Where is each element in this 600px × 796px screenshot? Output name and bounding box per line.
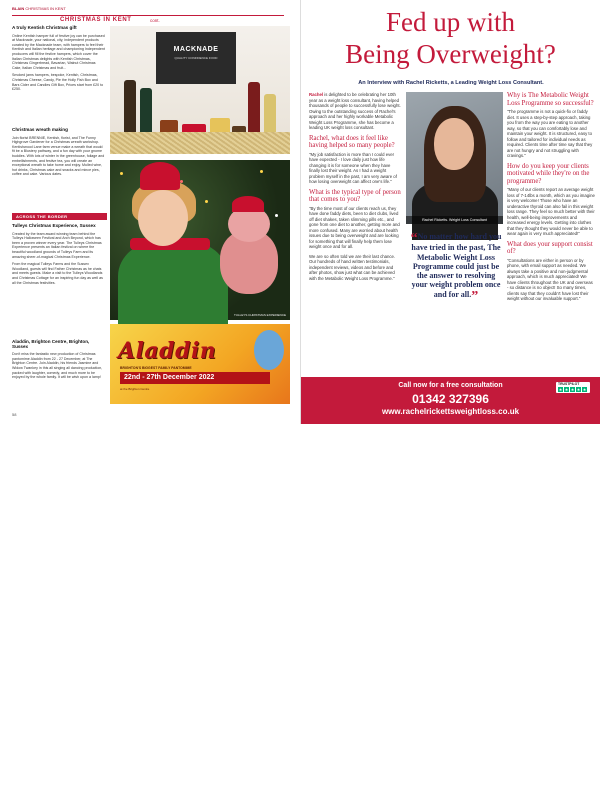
across-the-border-banner <box>12 213 107 220</box>
interview-question: What does your support consist of? <box>507 240 593 255</box>
footer-phone-number[interactable]: 01342 327396 <box>412 392 489 406</box>
interview-question: What is the typical type of person that comes to you? <box>309 188 401 203</box>
aladdin-date: 22nd - 27th December 2022 <box>120 372 270 384</box>
aladdin-ad <box>110 324 290 404</box>
article-body: Don't miss the fantastic new production of Christmas pantomime Aladdin from 22 - 27 December, at The Brighton Centre. Join Aladdin, his friends Jasmine and Widow Twankey in this all singing all dancing production, packed with laughter, comedy, and much more to be enjoyed by the whole family. It will be wish upon a lamp! <box>12 352 103 380</box>
elf-hat <box>140 162 180 190</box>
interview-answer: "By the time most of our clients reach us, they have done faddy diets, been to diet clubs, lived off diet shakes, taken slimming pills etc., and gone from one diet to another, getting more and more confused. Many are worried about health issues due to being overweight and are looking for something that will finally help them lose weight once and for all. <box>309 205 400 249</box>
lead-text: is delighted to be celebrating her 10th year as a weight loss consultant, having helped thousands of people to successfully lose weight. Owing to the outstanding success of Rachel's approach and her highly workable Metabolic Weight Loss Programme, she has become a leading UK weight loss consultant. <box>309 92 401 130</box>
bottle <box>124 80 136 140</box>
tulleys-photo <box>110 160 290 320</box>
portrait-face <box>434 118 474 170</box>
headline-line-1: Fed up with <box>385 7 515 37</box>
footer-cta-bar <box>301 377 600 796</box>
hamper-photo <box>110 26 290 154</box>
aladdin-title: Aladdin <box>118 338 217 364</box>
light <box>205 200 208 203</box>
interview-question: How do you keep your clients motivated while they're on the programme? <box>507 162 590 185</box>
article-body: Created by the team award winning team behind the Tulleys Halloween Festival and Arch Beyond, which has been a proven winner every year. The Tulleys Christmas Experience presents an Italian festival on where the beautiful woodland grounds of Tulleys Farm and its amazing sheer-of-magical Christmas Experience. <box>12 231 102 259</box>
header-brand: BLAIN <box>12 6 25 11</box>
star-icon: ★ <box>570 387 575 392</box>
star-icon: ★ <box>582 387 587 392</box>
lead-name: Rachel <box>309 92 324 97</box>
hamper-straw <box>110 132 290 154</box>
article-heading: Tulleys Christmas Experience, Sussex <box>12 223 96 228</box>
interview-answer: "Consultations are either in person or by phone, with email support as needed. We always take a positive and non-judgmental approach, which is much appreciated! We have clients throughout the UK and overseas - so distance is no object! So many times, clients say that they couldn't have lost their weight without our invaluable support." <box>507 257 593 301</box>
interview-column-3 <box>507 92 595 374</box>
across-label: ACROSS THE BORDER <box>16 214 68 219</box>
photo-caption: TULLEYS CHRISTMAS EXPERIENCE <box>233 313 286 317</box>
pull-quote-text: No matter how hard you have tried in the past, The Metabolic Weight Loss Programme could just be the answer to resolving your weight problem once and for all. <box>411 232 502 299</box>
article-body: Online Kentish hamper full of festive joy can be purchased at Macknade, your national, city, independent products curated by the Macknade team, with hampers to feel their Kentish and Italian heritage and championing Independent producers will fill the festive hampers, which cover the Italian Christmas delights with Kentish Christmas, Christmas Gingerbread, Bavarian, Walnut Christmas Cake, Italian Christmas and fruit... <box>12 33 105 70</box>
headline <box>301 6 600 70</box>
star-icon: ★ <box>564 387 569 392</box>
article-heading: A truly Kentish Christmas gift <box>12 25 77 30</box>
article-tulleys <box>12 224 105 336</box>
article-aladdin <box>12 340 105 408</box>
section-title-suffix: cont. <box>150 18 160 23</box>
interview-column-1 <box>309 92 402 374</box>
open-quote-mark: “ <box>410 231 418 246</box>
teddy-bear-hat <box>232 196 264 212</box>
aladdin-subtitle: BRIGHTON'S BIGGEST FAMILY PANTOMIME <box>120 366 192 370</box>
genie-illustration <box>254 330 284 370</box>
lead-paragraph <box>309 92 402 131</box>
section-title: CHRISTMAS IN KENT <box>60 17 132 23</box>
headline-line-2: Being Overweight? <box>345 39 556 69</box>
interview-answer: "My job satisfaction is more than I could ever have expected - I love daily just how life changing it is for someone when they have finally lost their weight. As I had a weight problem myself in the past, I am very aware of how losing overweight can affect one's life." <box>309 151 397 184</box>
light <box>120 172 123 175</box>
page-number-left: 58 <box>12 412 17 417</box>
hamper-brand: MACKNADE <box>173 46 219 53</box>
light <box>260 170 263 173</box>
close-quote-mark: ” <box>471 288 479 304</box>
trustpilot-badge <box>556 382 590 393</box>
interview-question: Why is The Metabolic Weight Loss Programme so successful? <box>507 92 594 107</box>
portrait-caption: Rachel Ricketts. Weight Loss Consultant <box>406 216 503 224</box>
elf-face <box>138 190 188 246</box>
footer-website-link[interactable]: www.rachelrickettsweightloss.co.uk <box>381 407 520 416</box>
portrait-photo <box>406 92 503 224</box>
article-body: Join florist BRENNIE, Kentish, florist, and The Funny Highgrove Gardener for a Christmas wreath workshop. Kentishwood Lane farm venue make a wreath that would fit be a Blustery pathway, and a fun day with your gnome buddies. With lots of winter in the greenhouse, foliage and embellishments, and festive tea, you will create an exceptional wreath to take home and enjoy. Mulled wine, hot drinks, Christmas cake and snacks and mince pies, coffee and cake. Various dates. <box>12 135 105 177</box>
subheadline: An Interview with Rachel Ricketts, a Leading Weight Loss Consultant. <box>358 80 544 86</box>
article-body: From the magical Tulleys Farms and the Sussex Woodland, guests will find Father Christmas as he chats and meets guests. Make a visit to the Tulleys Woodlands and Christmas Cottage for an inspiring fun day as well as all the Christmas festivities. <box>12 262 103 285</box>
interview-answer: "Many of our clients report an average weight loss of 7-14lbs a month, which as you imagine is very welcome! Those who have an underactive thyroid can also fail in this weight loss range. They feel so much better with their health, well-being improvements and increased energy levels. Getting into clothes that they thought they would never be able to wear again is very much appreciated!" <box>507 187 595 236</box>
left-page <box>0 0 300 424</box>
article-heading: Christmas wreath making <box>12 127 68 132</box>
article-hamper <box>12 26 105 116</box>
interview-answer: "The programme is not a quick-fix or faddy diet. It uses a step-by-step approach, taking you from the way you are eating to another way, so that you can comfortably lose and maintain your weight. It is structured, easy to follow and tailored for individual needs as required. Clients time after time say that they are not hungry and not struggling with cravings." <box>507 109 593 158</box>
article-body: Smoked jams hampers, bespoke, Kentish, Christmas, Christmas Cheese, Candy, Pie the Holly Fish Box and Bars Cider and Candles Gift Box, Prices start from £20 to £250. <box>12 73 104 92</box>
hamper-sub: QUALITY CONFIDENCE FOOD <box>174 56 218 60</box>
article-wreath <box>12 128 105 210</box>
article-heading: Aladdin, Brighton Centre, Brighton, Sussex <box>12 339 90 349</box>
interview-answer: We are so often told we are their last chance. Our hundreds of hand written testimonials, independent reviews, videos and before and after photos, show just what can be achieved with the Metabolic Weight Loss Programme." <box>309 253 396 281</box>
section-rule <box>12 15 284 16</box>
footer-cta-text: Call now for a free consultation <box>398 382 503 389</box>
trustpilot-label: TRUSTPILOT <box>558 382 580 386</box>
interview-question: Rachel, what does it feel like having helped so many people? <box>309 134 395 149</box>
star-icon: ★ <box>576 387 581 392</box>
right-page <box>301 0 600 796</box>
star-icon: ★ <box>558 387 563 392</box>
pull-quote <box>408 231 504 304</box>
header-section: CHRISTMAS IN KENT <box>25 6 66 11</box>
elf-body <box>118 240 228 330</box>
aladdin-venue: at the Brighton Centre <box>120 387 150 391</box>
page-number-right: 59 <box>589 791 594 796</box>
light <box>275 214 278 217</box>
